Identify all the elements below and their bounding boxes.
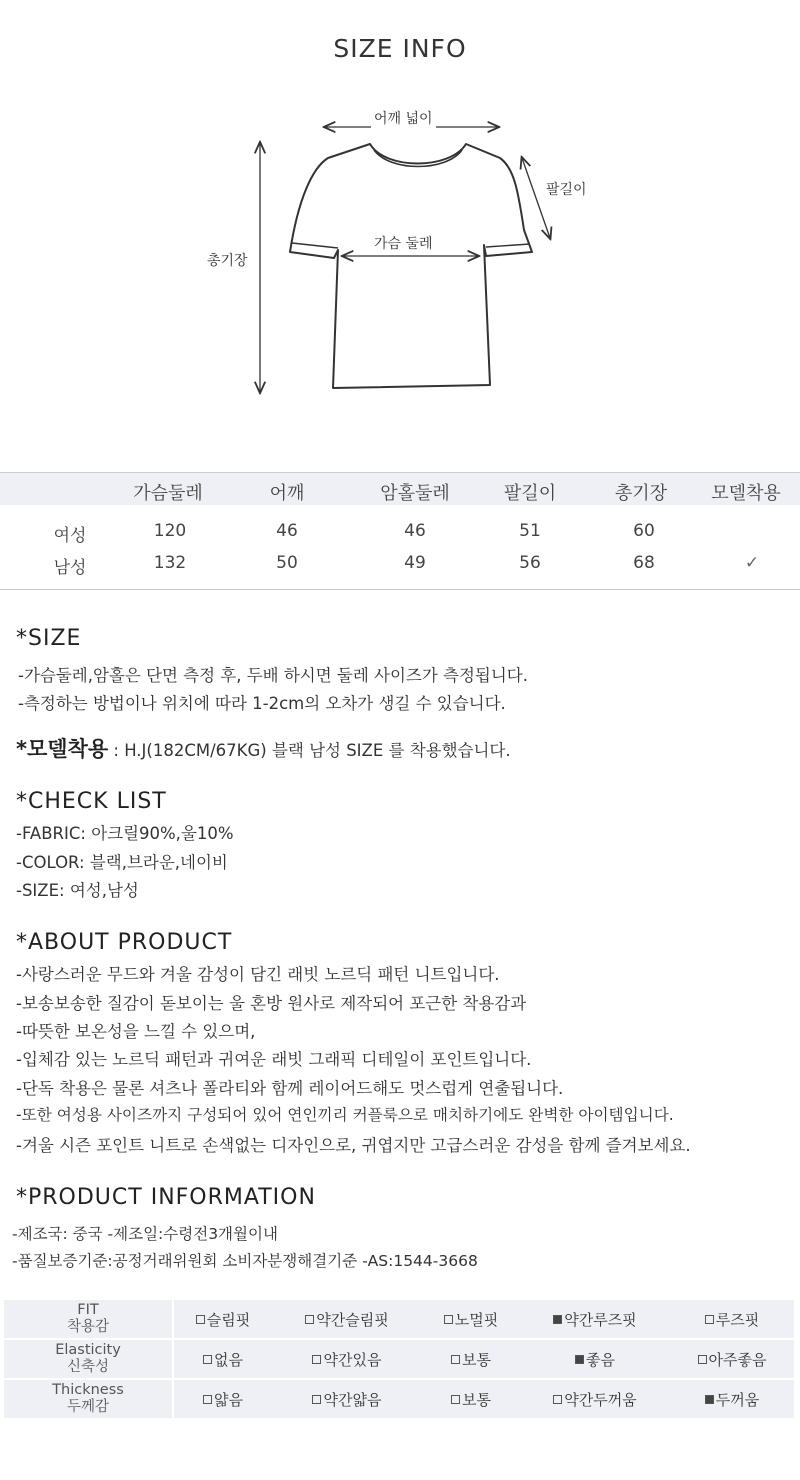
cell: 51 [519, 521, 541, 541]
empty-box-icon [451, 1395, 460, 1404]
fit-row [4, 1300, 794, 1338]
empty-box-icon [444, 1315, 453, 1324]
col-sleeve: 팔길이 [503, 483, 557, 504]
sleeve-length-label: 팔길이 [543, 179, 590, 199]
fit-option-label: 보통 [461, 1390, 491, 1409]
checked-box-icon [575, 1355, 584, 1364]
about-line: -사랑스러운 무드와 겨울 감성이 담긴 래빗 노르딕 패턴 니트입니다. [16, 965, 500, 984]
row-label: 남성 [53, 558, 87, 578]
fit-option-label: 약간루즈핏 [564, 1310, 637, 1329]
cell: 46 [404, 521, 426, 541]
fit-table [4, 1298, 794, 1420]
fit-row-label [4, 1380, 174, 1418]
cell: 60 [633, 521, 655, 541]
check-list-item: -SIZE: 여성,남성 [16, 881, 139, 900]
fit-option [174, 1380, 272, 1418]
empty-box-icon [312, 1355, 321, 1364]
table-row [0, 515, 800, 547]
empty-box-icon [203, 1395, 212, 1404]
cell: 49 [404, 553, 426, 573]
cell: 46 [276, 521, 298, 541]
cell: 56 [519, 553, 541, 573]
about-line: -겨울 시즌 포인트 니트로 손색없는 디자인으로, 귀엽지만 고급스러운 감성을 함께 즐겨보세요. [16, 1136, 691, 1155]
empty-box-icon [305, 1315, 314, 1324]
fit-option-label: 없음 [213, 1350, 243, 1369]
col-model: 모델착용 [711, 483, 781, 504]
page-title: SIZE INFO [333, 34, 467, 63]
fit-option [670, 1340, 794, 1378]
empty-box-icon [196, 1315, 205, 1324]
fit-option-label: 좋음 [585, 1350, 615, 1369]
empty-box-icon [553, 1395, 562, 1404]
col-armhole: 암홀둘레 [380, 483, 450, 504]
about-line: -보송보송한 질감이 돋보이는 울 혼방 원사로 제작되어 포근한 착용감과 [16, 994, 527, 1013]
fit-label-ko: 착용감 [66, 1319, 110, 1335]
row-label: 여성 [53, 526, 87, 546]
size-note: -측정하는 방법이나 위치에 따라 1-2cm의 오차가 생길 수 있습니다. [18, 694, 506, 713]
size-note: -가슴둘레,암홀은 단면 측정 후, 두배 하시면 둘레 사이즈가 측정됩니다. [18, 666, 528, 685]
fit-option [272, 1340, 422, 1378]
fit-option [520, 1300, 670, 1338]
about-line: -단독 착용은 물론 셔츠나 폴라티와 함께 레이어드해도 멋스럽게 연출됩니다. [16, 1079, 564, 1098]
fit-row [4, 1340, 794, 1378]
empty-box-icon [705, 1315, 714, 1324]
cell: 50 [276, 553, 298, 573]
cell: 132 [153, 553, 187, 573]
fit-option [422, 1300, 520, 1338]
about-heading: *ABOUT PRODUCT [16, 930, 233, 955]
empty-box-icon [312, 1395, 321, 1404]
fit-option [520, 1340, 670, 1378]
empty-box-icon [451, 1355, 460, 1364]
fit-row-label [4, 1300, 174, 1338]
fit-row-label [4, 1340, 174, 1378]
check-list-item: -COLOR: 블랙,브라운,네이비 [16, 853, 228, 872]
fit-option [272, 1300, 422, 1338]
empty-box-icon [203, 1355, 212, 1364]
fit-option [670, 1380, 794, 1418]
fit-option-label: 노멀핏 [454, 1310, 499, 1329]
fit-option-label: 약간두꺼움 [564, 1390, 637, 1409]
fit-option [174, 1300, 272, 1338]
fit-option-label: 약간슬림핏 [316, 1310, 389, 1329]
fit-label-en: Thickness [52, 1382, 124, 1398]
size-table-header [0, 472, 800, 505]
product-info-heading: *PRODUCT INFORMATION [16, 1185, 316, 1210]
chest-label: 가슴 둘레 [371, 233, 436, 253]
col-chest: 가슴둘레 [133, 483, 203, 504]
about-line: -따뜻한 보온성을 느낄 수 있으며, [16, 1022, 256, 1041]
fit-option-label: 보통 [461, 1350, 491, 1369]
fit-label-ko: 신축성 [66, 1359, 110, 1375]
fit-option [174, 1340, 272, 1378]
shoulder-width-label: 어깨 넓이 [371, 108, 436, 128]
cell: 120 [153, 521, 187, 541]
size-heading: *SIZE [16, 626, 82, 651]
fit-option [422, 1340, 520, 1378]
fit-option [670, 1300, 794, 1338]
fit-option-label: 약간얇음 [323, 1390, 382, 1409]
col-shoulder: 어깨 [269, 483, 305, 504]
about-line: -또한 여성용 사이즈까지 구성되어 있어 연인끼리 커플룩으로 매치하기에도 완벽한 아이템입니다. [16, 1106, 674, 1124]
model-heading: *모델착용 [16, 737, 109, 761]
check-list-heading: *CHECK LIST [16, 789, 167, 814]
checked-box-icon [553, 1315, 562, 1324]
product-info-line: -품질보증기준:공정거래위원회 소비자분쟁해결기준 -AS:1544-3668 [12, 1252, 478, 1270]
fit-option [272, 1380, 422, 1418]
fit-option-label: 약간있음 [323, 1350, 382, 1369]
fit-row [4, 1380, 794, 1418]
size-table [0, 472, 800, 590]
fit-option [422, 1380, 520, 1418]
checked-box-icon [705, 1395, 714, 1404]
fit-option-label: 두꺼움 [715, 1390, 760, 1409]
table-row [0, 547, 800, 579]
product-info-line: -제조국: 중국 -제조일:수령전3개월이내 [12, 1225, 278, 1243]
fit-option-label: 슬림핏 [206, 1310, 251, 1329]
about-line: -입체감 있는 노르딕 패턴과 귀여운 래빗 그래픽 디테일이 포인트입니다. [16, 1050, 532, 1069]
fit-option-label: 아주좋음 [708, 1350, 767, 1369]
col-length: 총기장 [614, 483, 668, 504]
fit-option-label: 얇음 [213, 1390, 243, 1409]
total-length-label: 총기장 [204, 250, 251, 270]
table-divider [0, 579, 800, 590]
fit-label-en: Elasticity [55, 1342, 121, 1358]
fit-option [520, 1380, 670, 1418]
model-info [16, 733, 511, 763]
empty-box-icon [698, 1355, 707, 1364]
fit-label-ko: 두께감 [66, 1399, 110, 1415]
fit-label-en: FIT [77, 1302, 99, 1318]
cell: 68 [633, 553, 655, 573]
fit-option-label: 루즈핏 [715, 1310, 760, 1329]
check-list-item: -FABRIC: 아크릴90%,울10% [16, 824, 234, 843]
check-icon: ✓ [744, 553, 760, 573]
model-text: : H.J(182CM/67KG) 블랙 남성 SIZE 를 착용했습니다. [108, 741, 511, 760]
